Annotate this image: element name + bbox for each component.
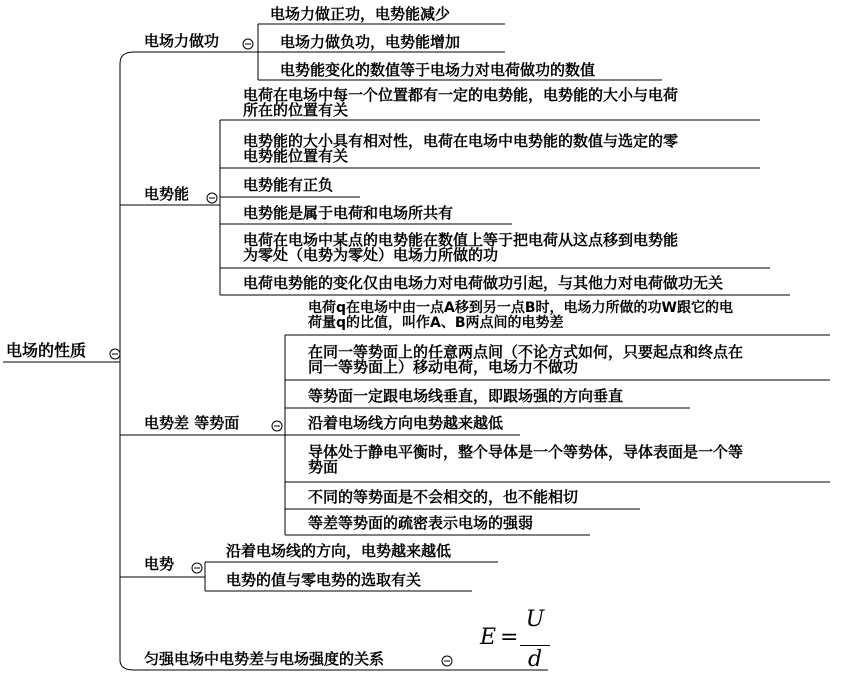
energy-item-cont: 所在的位置有关 — [243, 101, 349, 119]
branch-work-label: 电场力做功 — [144, 32, 220, 50]
energy-item: 电势能的大小具有相对性，电荷在电场中电势能的数值与选定的零 — [243, 132, 679, 150]
diff-item: 不同的等势面是不会相交的，也不能相切 — [308, 488, 579, 506]
diff-item-cont: 势面 — [308, 458, 339, 476]
energy-item: 电荷在电场中每一个位置都有一定的电势能，电势能的大小与电荷 — [243, 86, 679, 104]
energy-item: 电势能是属于电荷和电场所共有 — [243, 204, 454, 222]
energy-item: 电荷电势能的变化仅由电场力对电荷做功引起，与其他力对电荷做功无关 — [243, 274, 724, 292]
branch-energy-label: 电势能 — [144, 185, 190, 203]
diff-item: 等势面一定跟电场线垂直，即跟场强的方向垂直 — [308, 387, 624, 405]
collapse-icon[interactable] — [441, 655, 453, 667]
branch-relation-label: 匀强电场中电势差与电场强度的关系 — [144, 650, 385, 668]
collapse-icon[interactable] — [271, 420, 283, 432]
diff-item: 等差等势面的疏密表示电场的强弱 — [308, 514, 534, 532]
diff-item: 电荷q在电场中由一点A移到另一点B时，电场力所做的功W跟它的电 — [308, 300, 733, 316]
work-item: 电场力做负功，电势能增加 — [280, 33, 461, 51]
formula — [480, 607, 560, 672]
formula-denominator: d — [527, 647, 543, 672]
diff-item: 在同一等势面上的任意两点间（不论方式如何，只要起点和终点在 — [308, 343, 744, 361]
work-item: 电势能变化的数值等于电场力对电荷做功的数值 — [280, 61, 596, 79]
potential-item: 沿着电场线的方向，电势越来越低 — [226, 542, 452, 560]
branch-potential-label: 电势 — [144, 555, 175, 573]
formula-lhs: E — [480, 625, 497, 650]
work-item: 电场力做正功，电势能减少 — [270, 5, 451, 23]
energy-item: 电荷在电场中某点的电势能在数值上等于把电荷从这点移到电势能 — [243, 231, 679, 249]
potential-item: 电势的值与零电势的选取有关 — [226, 571, 422, 589]
branch-diff-label: 电势差 等势面 — [144, 414, 240, 432]
energy-item-cont: 为零处（电势为零处）电场力所做的功 — [243, 246, 499, 264]
diff-item: 沿着电场线方向电势越来越低 — [308, 414, 504, 432]
energy-item: 电势能有正负 — [243, 176, 334, 194]
collapse-icon[interactable] — [242, 38, 254, 50]
diff-item: 导体处于静电平衡时，整个导体是一个等势体，导体表面是一个等 — [308, 443, 744, 461]
collapse-icon[interactable] — [109, 348, 121, 360]
collapse-icon[interactable] — [206, 192, 218, 204]
formula-eq: = — [500, 625, 519, 650]
fraction-bar — [520, 645, 550, 646]
energy-item-cont: 电势能位置有关 — [243, 147, 349, 165]
root-label: 电场的性质 — [6, 341, 87, 360]
formula-numerator: U — [525, 607, 545, 632]
diff-item-cont: 同一等势面上）移动电荷，电场力不做功 — [308, 358, 579, 376]
collapse-icon[interactable] — [191, 562, 203, 574]
diff-item-cont: 荷量q的比值，叫作A、B两点间的电势差 — [308, 315, 564, 331]
